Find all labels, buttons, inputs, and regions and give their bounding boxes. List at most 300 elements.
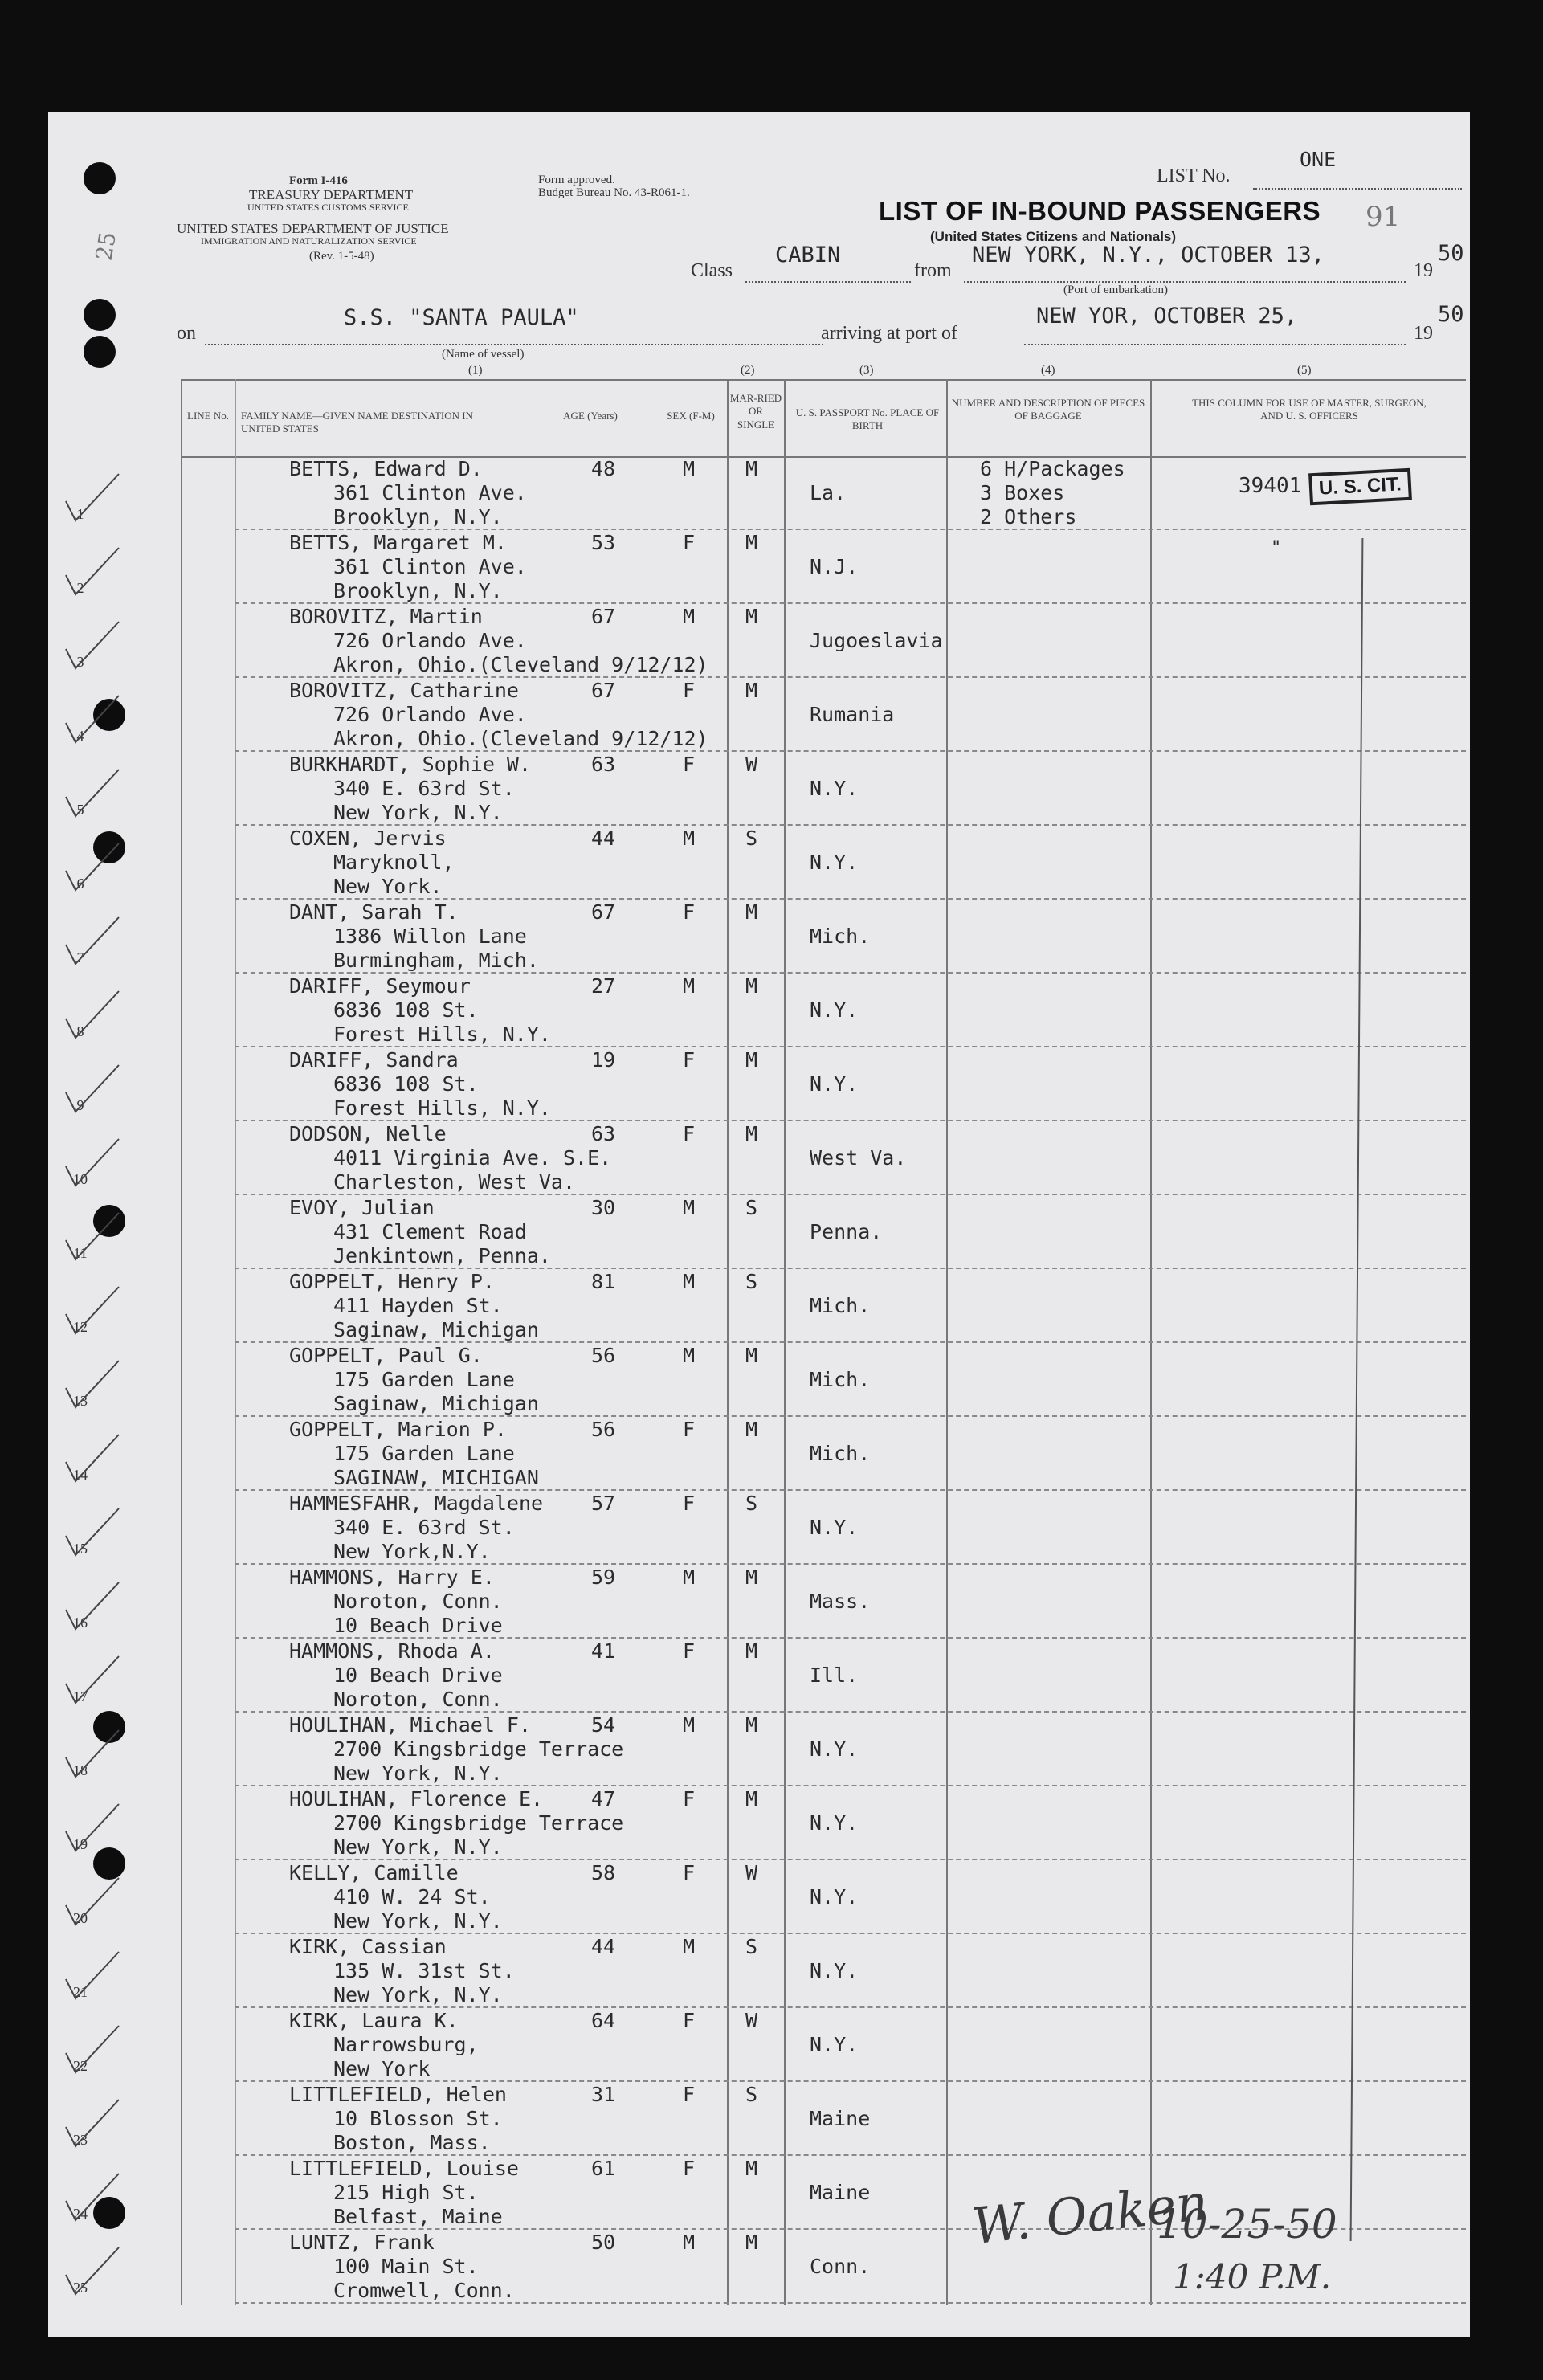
check-mark-icon <box>61 988 125 1044</box>
col-header-baggage: NUMBER AND DESCRIPTION OF PIECES OF BAGGAGE <box>951 397 1145 423</box>
check-mark-icon <box>61 914 125 970</box>
check-mark-icon <box>61 1727 125 1783</box>
line-number: 4 <box>76 728 84 744</box>
place-of-birth: N.Y. <box>810 1072 859 1096</box>
passenger-name: DANT, Sarah T. <box>289 900 459 924</box>
address-line-1: 361 Clinton Ave. <box>333 555 527 578</box>
line-number: 20 <box>73 1910 88 1926</box>
col-header-sex: SEX (F-M) <box>667 410 715 422</box>
arriving-value: NEW YOR, OCTOBER 25, <box>1036 304 1298 329</box>
passenger-name: EVOY, Julian <box>289 1196 435 1219</box>
line-number: 11 <box>73 1245 88 1261</box>
address-line-1: 2700 Kingsbridge Terrace <box>333 1737 624 1761</box>
line-number: 24 <box>73 2206 88 2222</box>
passenger-name: KELLY, Camille <box>289 1861 459 1884</box>
place-of-birth: Mich. <box>810 1368 871 1391</box>
address-line-1: 340 E. 63rd St. <box>333 777 515 800</box>
address-line-1: Maryknoll, <box>333 851 455 874</box>
place-of-birth: Mich. <box>810 1442 871 1465</box>
marital-status: S <box>745 1935 758 1958</box>
from-value: NEW YORK, N.Y., OCTOBER 13, <box>972 243 1325 267</box>
place-of-birth: Maine <box>810 2181 871 2204</box>
passenger-name: HAMMESFAHR, Magdalene <box>289 1492 544 1515</box>
address-line-1: 2700 Kingsbridge Terrace <box>333 1811 624 1835</box>
passenger-age: 56 <box>591 1418 616 1441</box>
passenger-sex: M <box>683 1935 696 1958</box>
address-line-1: 411 Hayden St. <box>333 1294 503 1317</box>
passenger-age: 56 <box>591 1344 616 1367</box>
baggage-line-3: 2 Others <box>980 505 1077 529</box>
check-mark-icon <box>61 840 125 896</box>
address-line-1: 4011 Virginia Ave. S.E. <box>333 1146 612 1170</box>
place-of-birth: Penna. <box>810 1220 883 1243</box>
address-line-1: 175 Garden Lane <box>333 1442 515 1465</box>
passenger-sex: F <box>683 531 696 554</box>
place-of-birth: Conn. <box>810 2255 871 2278</box>
place-of-birth: N.Y. <box>810 998 859 1022</box>
marital-status: M <box>745 2157 758 2180</box>
table-row <box>48 1934 1470 2008</box>
passenger-name: DARIFF, Sandra <box>289 1048 459 1072</box>
margin-mark: 25 <box>90 230 122 263</box>
place-of-birth: Mich. <box>810 1294 871 1317</box>
table-row <box>48 1786 1470 1860</box>
table-row <box>48 1860 1470 1934</box>
marital-status: M <box>745 679 758 702</box>
table-top-border <box>181 379 1466 381</box>
passenger-sex: F <box>683 2009 696 2032</box>
table-row <box>48 900 1470 974</box>
passenger-age: 30 <box>591 1196 616 1219</box>
address-line-2: SAGINAW, MICHIGAN <box>333 1466 539 1489</box>
passenger-age: 44 <box>591 827 616 850</box>
marital-status: W <box>745 1861 758 1884</box>
line-number: 18 <box>73 1762 88 1778</box>
address-line-1: 410 W. 24 St. <box>333 1885 491 1908</box>
address-line-2: New York, N.Y. <box>333 1909 503 1933</box>
marital-status: M <box>745 1344 758 1367</box>
punch-hole <box>84 299 116 331</box>
passenger-age: 41 <box>591 1639 616 1663</box>
col-num-1: (1) <box>468 364 483 377</box>
passenger-age: 50 <box>591 2231 616 2254</box>
passenger-age: 64 <box>591 2009 616 2032</box>
place-of-birth: Jugoeslavia <box>810 629 943 652</box>
marital-status: M <box>745 1639 758 1663</box>
arriving-label: arriving at port of <box>821 323 957 344</box>
address-line-2: New York. <box>333 875 443 898</box>
address-line-2: Jenkintown, Penna. <box>333 1244 551 1268</box>
address-line-2: Brooklyn, N.Y. <box>333 579 503 602</box>
line-number: 7 <box>76 949 84 965</box>
port-embark-label: (Port of embarkation) <box>1063 284 1168 296</box>
address-line-1: 215 High St. <box>333 2181 479 2204</box>
passenger-name: LITTLEFIELD, Helen <box>289 2083 507 2106</box>
marital-status: M <box>745 1787 758 1811</box>
address-line-1: 726 Orlando Ave. <box>333 629 527 652</box>
marital-status: S <box>745 827 758 850</box>
form-number: Form I-416 <box>289 174 348 187</box>
check-mark-icon <box>61 618 125 675</box>
place-of-birth: N.J. <box>810 555 859 578</box>
address-line-2: Saginaw, Michigan <box>333 1318 539 1341</box>
arriving-year: 50 <box>1438 302 1464 327</box>
place-of-birth: Rumania <box>810 703 895 726</box>
from-year-prefix: 19 <box>1414 260 1433 281</box>
check-mark-icon <box>61 692 125 749</box>
col-header-name: FAMILY NAME—GIVEN NAME DESTINATION IN UNITED STATES <box>241 410 474 435</box>
place-of-birth: Mass. <box>810 1590 871 1613</box>
arriving-year-prefix: 19 <box>1414 323 1433 344</box>
col-header-married: MAR-RIED OR SINGLE <box>729 392 782 431</box>
check-mark-icon <box>61 1801 125 1857</box>
line-number: 16 <box>73 1615 88 1631</box>
check-mark-icon <box>61 1579 125 1635</box>
address-line-2: New York, N.Y. <box>333 801 503 824</box>
place-of-birth: West Va. <box>810 1146 907 1170</box>
address-line-1: 726 Orlando Ave. <box>333 703 527 726</box>
passenger-sex: F <box>683 1861 696 1884</box>
place-of-birth: N.Y. <box>810 1885 859 1908</box>
manifest-page <box>48 112 1470 2337</box>
address-line-2: Belfast, Maine <box>333 2205 503 2228</box>
table-row <box>48 1417 1470 1491</box>
passenger-age: 44 <box>591 1935 616 1958</box>
line-number: 9 <box>76 1097 84 1113</box>
row-divider <box>235 2302 1466 2304</box>
table-row <box>48 974 1470 1047</box>
passenger-age: 27 <box>591 974 616 998</box>
line-number: 15 <box>73 1541 88 1557</box>
address-line-2: New York, N.Y. <box>333 1835 503 1859</box>
passenger-name: DARIFF, Seymour <box>289 974 471 998</box>
form-approved: Form approved. <box>538 173 615 186</box>
marital-status: M <box>745 1048 758 1072</box>
table-row <box>48 1195 1470 1269</box>
address-line-1: 340 E. 63rd St. <box>333 1516 515 1539</box>
place-of-birth: N.Y. <box>810 851 859 874</box>
passenger-name: GOPPELT, Paul G. <box>289 1344 483 1367</box>
passenger-age: 57 <box>591 1492 616 1515</box>
col-header-officers: THIS COLUMN FOR USE OF MASTER, SURGEON, AND U. S. OFFICERS <box>1192 397 1427 423</box>
marital-status: S <box>745 2083 758 2106</box>
place-of-birth: N.Y. <box>810 1737 859 1761</box>
address-line-2: Akron, Ohio.(Cleveland 9/12/12) <box>333 653 708 676</box>
passenger-name: GOPPELT, Marion P. <box>289 1418 507 1441</box>
table-row <box>48 2082 1470 2156</box>
passenger-sex: F <box>683 1492 696 1515</box>
table-row <box>48 1491 1470 1565</box>
check-mark-icon <box>61 2023 125 2079</box>
inspection-time: 1:40 P.M. <box>1173 2257 1332 2296</box>
check-mark-icon <box>61 2244 125 2300</box>
address-line-2: Akron, Ohio.(Cleveland 9/12/12) <box>333 727 708 750</box>
marital-status: M <box>745 2231 758 2254</box>
line-number: 14 <box>73 1467 88 1483</box>
passenger-age: 48 <box>591 457 616 480</box>
col-num-5: (5) <box>1297 364 1312 377</box>
passenger-name: GOPPELT, Henry P. <box>289 1270 495 1293</box>
class-value: CABIN <box>775 243 841 267</box>
ditto-mark: " <box>1271 538 1282 558</box>
line-number: 21 <box>73 1984 88 2000</box>
passenger-age: 59 <box>591 1566 616 1589</box>
officer-note: 39401 <box>1239 474 1302 498</box>
list-no-label: LIST No. <box>1157 165 1231 186</box>
table-row <box>48 678 1470 752</box>
passenger-age: 54 <box>591 1713 616 1737</box>
passenger-name: BETTS, Edward D. <box>289 457 483 480</box>
address-line-1: 10 Blosson St. <box>333 2107 503 2130</box>
line-number: 13 <box>73 1393 88 1409</box>
check-mark-icon <box>61 1357 125 1414</box>
page-number: 91 <box>1365 201 1401 233</box>
check-mark-icon <box>61 1875 125 1931</box>
baggage-line-2: 3 Boxes <box>980 481 1065 504</box>
passenger-age: 19 <box>591 1048 616 1072</box>
marital-status: W <box>745 2009 758 2032</box>
address-line-2: Forest Hills, N.Y. <box>333 1023 551 1046</box>
check-mark-icon <box>61 545 125 601</box>
passenger-name: BOROVITZ, Martin <box>289 605 483 628</box>
passenger-name: DODSON, Nelle <box>289 1122 447 1145</box>
place-of-birth: La. <box>810 481 847 504</box>
passenger-age: 63 <box>591 753 616 776</box>
passenger-name: HOULIHAN, Florence E. <box>289 1787 544 1811</box>
check-mark-icon <box>61 1284 125 1340</box>
passenger-name: BETTS, Margaret M. <box>289 531 507 554</box>
line-number: 2 <box>76 580 84 596</box>
table-row <box>48 2008 1470 2082</box>
punch-hole <box>84 162 116 194</box>
passenger-name: HAMMONS, Harry E. <box>289 1566 495 1589</box>
passenger-name: COXEN, Jervis <box>289 827 447 850</box>
col-header-line: LINE No. <box>187 410 229 422</box>
check-mark-icon <box>61 2096 125 2153</box>
passenger-sex: M <box>683 827 696 850</box>
justice-dept: UNITED STATES DEPARTMENT OF JUSTICE <box>177 221 449 236</box>
check-mark-icon <box>61 1136 125 1192</box>
table-row <box>48 1713 1470 1786</box>
passenger-sex: M <box>683 1270 696 1293</box>
address-line-1: 6836 108 St. <box>333 1072 479 1096</box>
passenger-age: 31 <box>591 2083 616 2106</box>
passenger-age: 53 <box>591 531 616 554</box>
line-number: 22 <box>73 2058 88 2074</box>
passenger-sex: F <box>683 1048 696 1072</box>
passenger-sex: F <box>683 2083 696 2106</box>
passenger-sex: F <box>683 1122 696 1145</box>
passenger-sex: F <box>683 1787 696 1811</box>
treasury-dept: TREASURY DEPARTMENT <box>249 187 414 202</box>
passenger-age: 67 <box>591 679 616 702</box>
list-no-value: ONE <box>1300 148 1337 171</box>
col-num-4: (4) <box>1041 364 1055 377</box>
address-line-2: New York, N.Y. <box>333 1983 503 2006</box>
baggage-line-1: 6 H/Packages <box>980 457 1125 480</box>
line-number: 25 <box>73 2280 88 2296</box>
passenger-age: 47 <box>591 1787 616 1811</box>
line-number: 17 <box>73 1688 88 1704</box>
marital-status: M <box>745 1566 758 1589</box>
vessel-name: S.S. "SANTA PAULA" <box>344 305 579 330</box>
check-mark-icon <box>61 1505 125 1561</box>
passenger-name: KIRK, Laura K. <box>289 2009 459 2032</box>
passenger-sex: F <box>683 2157 696 2180</box>
table-row <box>48 1343 1470 1417</box>
table-row <box>48 1565 1470 1639</box>
address-line-1: 361 Clinton Ave. <box>333 481 527 504</box>
line-number: 19 <box>73 1836 88 1852</box>
marital-status: W <box>745 753 758 776</box>
passenger-age: 67 <box>591 605 616 628</box>
address-line-2: Forest Hills, N.Y. <box>333 1096 551 1120</box>
from-year: 50 <box>1438 241 1464 266</box>
place-of-birth: N.Y. <box>810 2033 859 2056</box>
address-line-2: New York,N.Y. <box>333 1540 491 1563</box>
marital-status: M <box>745 605 758 628</box>
address-line-2: Burmingham, Mich. <box>333 949 539 972</box>
check-mark-icon <box>61 1062 125 1118</box>
on-label: on <box>177 323 196 344</box>
marital-status: S <box>745 1492 758 1515</box>
address-line-2: Saginaw, Michigan <box>333 1392 539 1415</box>
address-line-1: 100 Main St. <box>333 2255 479 2278</box>
table-row <box>48 1121 1470 1195</box>
vessel-underline <box>205 344 823 345</box>
passenger-age: 67 <box>591 900 616 924</box>
address-line-1: Narrowsburg, <box>333 2033 479 2056</box>
passenger-age: 81 <box>591 1270 616 1293</box>
passenger-name: KIRK, Cassian <box>289 1935 447 1958</box>
line-number: 23 <box>73 2132 88 2148</box>
arriving-underline <box>1024 344 1406 345</box>
class-underline <box>745 281 911 283</box>
place-of-birth: Mich. <box>810 925 871 948</box>
table-row <box>48 1269 1470 1343</box>
check-mark-icon <box>61 1210 125 1266</box>
marital-status: M <box>745 457 758 480</box>
address-line-2: Brooklyn, N.Y. <box>333 505 503 529</box>
check-mark-icon <box>61 1431 125 1488</box>
table-row <box>48 826 1470 900</box>
address-line-1: 175 Garden Lane <box>333 1368 515 1391</box>
inspection-date: 10-25-50 <box>1157 2201 1337 2247</box>
col-num-3: (3) <box>859 364 874 377</box>
check-mark-icon <box>61 766 125 823</box>
line-number: 5 <box>76 802 84 818</box>
marital-status: M <box>745 531 758 554</box>
customs-service: UNITED STATES CUSTOMS SERVICE <box>247 202 409 213</box>
page-title: LIST OF IN-BOUND PASSENGERS <box>879 196 1321 226</box>
passenger-name: HAMMONS, Rhoda A. <box>289 1639 495 1663</box>
col-num-2: (2) <box>741 364 755 377</box>
address-line-2: 10 Beach Drive <box>333 1614 503 1637</box>
address-line-1: 135 W. 31st St. <box>333 1959 515 1982</box>
address-line-1: Noroton, Conn. <box>333 1590 503 1613</box>
passenger-name: BOROVITZ, Catharine <box>289 679 519 702</box>
inspector-signature: W. Oaken <box>969 2172 1211 2256</box>
marital-status: M <box>745 1122 758 1145</box>
place-of-birth: Maine <box>810 2107 871 2130</box>
line-number: 6 <box>76 876 84 892</box>
col-header-passport: U. S. PASSPORT No. PLACE OF BIRTH <box>795 406 940 432</box>
passenger-sex: F <box>683 1418 696 1441</box>
passenger-age: 58 <box>591 1861 616 1884</box>
marital-status: S <box>745 1270 758 1293</box>
place-of-birth: N.Y. <box>810 1516 859 1539</box>
address-line-2: Cromwell, Conn. <box>333 2279 515 2302</box>
table-row <box>48 1047 1470 1121</box>
col-header-age: AGE (Years) <box>563 410 618 422</box>
marital-status: S <box>745 1196 758 1219</box>
address-line-2: Boston, Mass. <box>333 2131 491 2154</box>
citizen-stamp: U. S. CIT. <box>1308 468 1412 506</box>
budget-bureau: Budget Bureau No. 43-R061-1. <box>538 186 690 199</box>
check-mark-icon <box>61 471 125 527</box>
passenger-name: BURKHARDT, Sophie W. <box>289 753 532 776</box>
place-of-birth: N.Y. <box>810 777 859 800</box>
passenger-sex: F <box>683 900 696 924</box>
address-line-2: Noroton, Conn. <box>333 1688 503 1711</box>
address-line-1: 6836 108 St. <box>333 998 479 1022</box>
address-line-2: New York, N.Y. <box>333 1762 503 1785</box>
table-row <box>48 604 1470 678</box>
passenger-name: LUNTZ, Frank <box>289 2231 435 2254</box>
passenger-sex: M <box>683 974 696 998</box>
marital-status: M <box>745 1418 758 1441</box>
address-line-1: 1386 Willon Lane <box>333 925 527 948</box>
page-subtitle: (United States Citizens and Nationals) <box>930 229 1177 244</box>
list-no-underline <box>1253 188 1462 190</box>
passenger-age: 61 <box>591 2157 616 2180</box>
address-line-1: 431 Clement Road <box>333 1220 527 1243</box>
revision: (Rev. 1-5-48) <box>309 250 374 263</box>
vessel-label: (Name of vessel) <box>442 348 525 361</box>
passenger-age: 63 <box>591 1122 616 1145</box>
passenger-sex: M <box>683 1196 696 1219</box>
address-line-1: 10 Beach Drive <box>333 1664 503 1687</box>
passenger-name: LITTLEFIELD, Louise <box>289 2157 519 2180</box>
class-label: Class <box>691 260 733 281</box>
line-number: 3 <box>76 654 84 670</box>
line-number: 10 <box>73 1171 88 1187</box>
table-row <box>48 530 1470 604</box>
table-row <box>48 1639 1470 1713</box>
passenger-sex: M <box>683 1713 696 1737</box>
passenger-sex: F <box>683 1639 696 1663</box>
passenger-sex: M <box>683 2231 696 2254</box>
table-row <box>48 752 1470 826</box>
place-of-birth: N.Y. <box>810 1811 859 1835</box>
passenger-name: HOULIHAN, Michael F. <box>289 1713 532 1737</box>
from-underline <box>964 281 1406 283</box>
line-number: 12 <box>73 1319 88 1335</box>
ins-service: IMMIGRATION AND NATURALIZATION SERVICE <box>201 235 417 247</box>
from-label: from <box>914 260 952 281</box>
check-mark-icon <box>61 2170 125 2227</box>
passenger-sex: M <box>683 605 696 628</box>
address-line-2: New York <box>333 2057 431 2080</box>
marital-status: M <box>745 900 758 924</box>
address-line-2: Charleston, West Va. <box>333 1170 576 1194</box>
line-number: 8 <box>76 1023 84 1039</box>
check-mark-icon <box>61 1949 125 2005</box>
passenger-sex: M <box>683 457 696 480</box>
passenger-sex: M <box>683 1566 696 1589</box>
line-number: 1 <box>76 506 84 522</box>
passenger-sex: M <box>683 1344 696 1367</box>
